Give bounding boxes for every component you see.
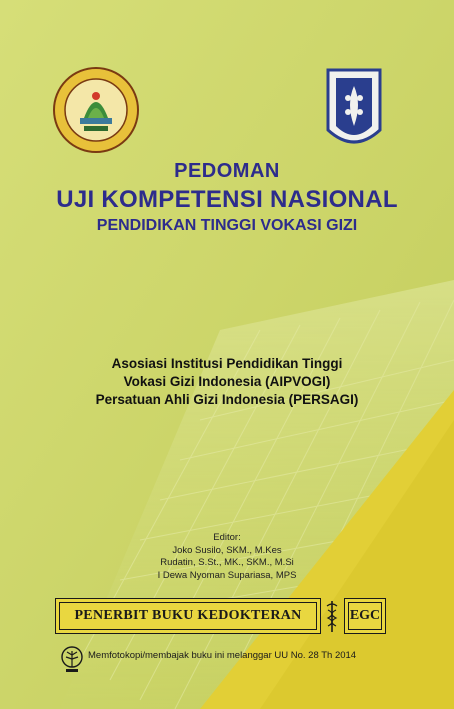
title-subtitle: PENDIDIKAN TINGGI VOKASI GIZI bbox=[96, 217, 358, 234]
egc-brand: EGC bbox=[348, 602, 382, 630]
organization-line: Vokasi Gizi Indonesia (AIPVOGI) bbox=[123, 374, 331, 389]
publisher-box bbox=[55, 598, 321, 634]
publisher-name: PENERBIT BUKU KEDOKTERAN bbox=[59, 602, 317, 630]
editor-name: Rudatin, S.St., MK., SKM., M.Si bbox=[160, 557, 294, 568]
editors-block bbox=[0, 532, 454, 582]
ikapi-tree-icon bbox=[60, 645, 84, 675]
egc-brand-box bbox=[344, 598, 386, 634]
editor-name: I Dewa Nyoman Supariasa, MPS bbox=[157, 569, 297, 581]
editors-label: Editor: bbox=[213, 532, 241, 543]
copyright-notice: Memfotokopi/membajak buku ini melanggar UU No. 28 Th 2014 bbox=[88, 650, 357, 661]
caduceus-icon bbox=[322, 598, 342, 634]
organizations-block bbox=[0, 355, 454, 409]
organization-line: Asosiasi Institusi Pendidikan Tinggi bbox=[111, 356, 343, 371]
aipvogi-logo bbox=[52, 66, 140, 154]
organization-line: Persatuan Ahli Gizi Indonesia (PERSAGI) bbox=[95, 392, 359, 407]
persagi-logo bbox=[322, 64, 386, 156]
editor-name: Joko Susilo, SKM., M.Kes bbox=[172, 544, 282, 556]
title-pedoman: PEDOMAN bbox=[174, 160, 280, 182]
title-main: UJI KOMPETENSI NASIONAL bbox=[56, 186, 398, 213]
